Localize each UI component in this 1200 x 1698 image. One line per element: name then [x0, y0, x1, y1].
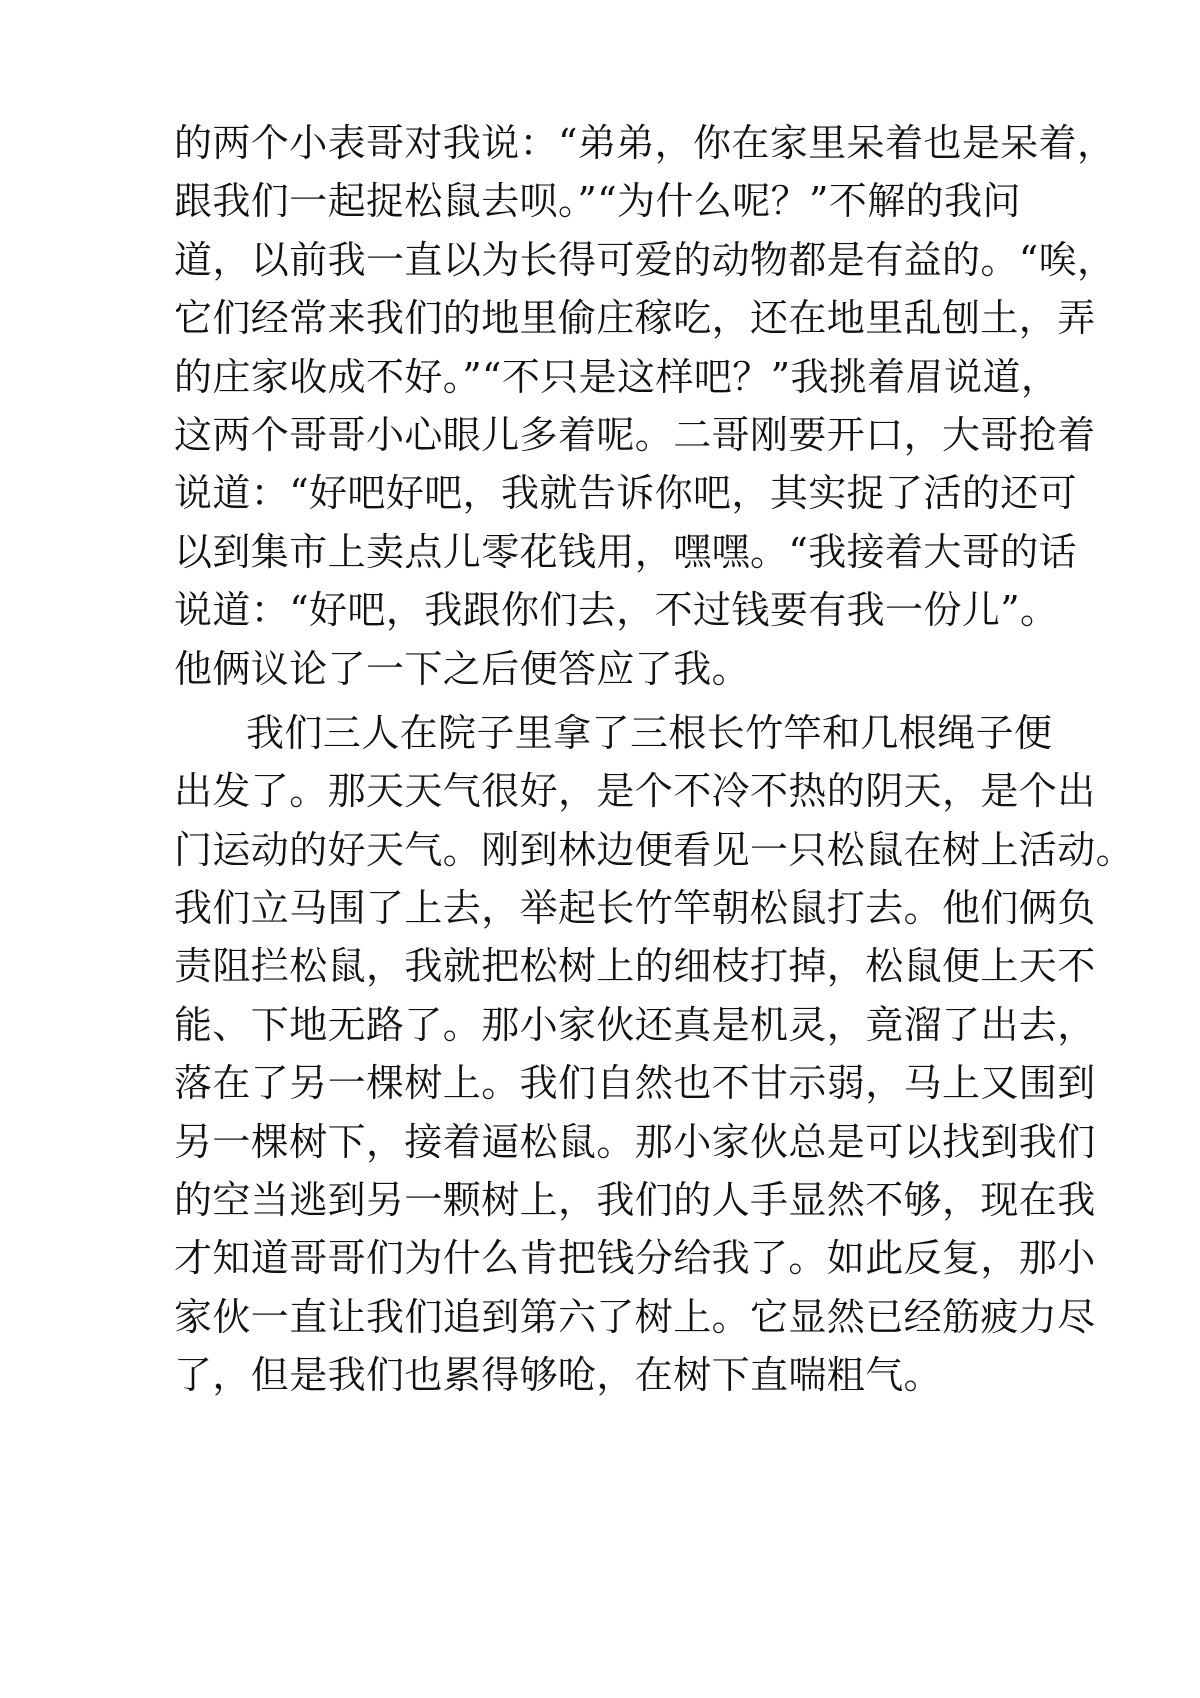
text-line: 我们立马围了上去，举起长竹竿朝松鼠打去。他们俩负	[174, 886, 1096, 931]
text-line: 落在了另一棵树上。我们自然也不甘示弱，马上又围到	[174, 1061, 1096, 1106]
text-line: 才知道哥哥们为什么肯把钱分给我了。如此反复，那小	[174, 1236, 1096, 1281]
paragraph-2	[174, 704, 1135, 1405]
paragraph-1	[174, 114, 1116, 698]
text-line: 家伙一直让我们追到第六了树上。它显然已经筋疲力尽	[174, 1294, 1096, 1339]
text-line: 说道：“好吧好吧，我就告诉你吧，其实捉了活的还可	[174, 471, 1078, 516]
text-line: 我们三人在院子里拿了三根长竹竿和几根绳子便	[246, 710, 1053, 755]
text-line: 跟我们一起捉松鼠去呗。”“为什么呢？”不解的我问	[174, 179, 1021, 224]
text-line: 这两个哥哥小心眼儿多着呢。二哥刚要开口，大哥抢着	[174, 412, 1096, 457]
text-line: 门运动的好天气。刚到林边便看见一只松鼠在树上活动。	[174, 827, 1135, 872]
text-line: 说道：“好吧，我跟你们去，不过钱要有我一份儿”。	[174, 588, 1059, 633]
text-line: 责阻拦松鼠，我就把松树上的细枝打掉，松鼠便上天不	[174, 944, 1096, 989]
text-line: 另一棵树下，接着逼松鼠。那小家伙总是可以找到我们	[174, 1119, 1096, 1164]
text-line: 他俩议论了一下之后便答应了我。	[174, 646, 751, 691]
text-line: 出发了。那天天气很好，是个不冷不热的阴天，是个出	[174, 769, 1096, 814]
text-line: 道，以前我一直以为长得可爱的动物都是有益的。“唉，	[174, 237, 1116, 282]
text-line: 的两个小表哥对我说：“弟弟，你在家里呆着也是呆着，	[174, 121, 1116, 165]
text-line: 能、下地无路了。那小家伙还真是机灵，竟溜了出去，	[174, 1002, 1096, 1047]
text-line: 了，但是我们也累得够呛，在树下直喘粗气。	[174, 1353, 943, 1398]
text-line: 的庄家收成不好。”“不只是这样吧？”我挑着眉说道，	[174, 354, 1060, 399]
text-line: 以到集市上卖点儿零花钱用，嘿嘿。“我接着大哥的话	[174, 529, 1078, 574]
body-text	[174, 114, 1135, 1405]
text-line: 它们经常来我们的地里偷庄稼吃，还在地里乱刨土，弄	[174, 296, 1096, 341]
text-line: 的空当逃到另一颗树上，我们的人手显然不够，现在我	[174, 1178, 1096, 1223]
